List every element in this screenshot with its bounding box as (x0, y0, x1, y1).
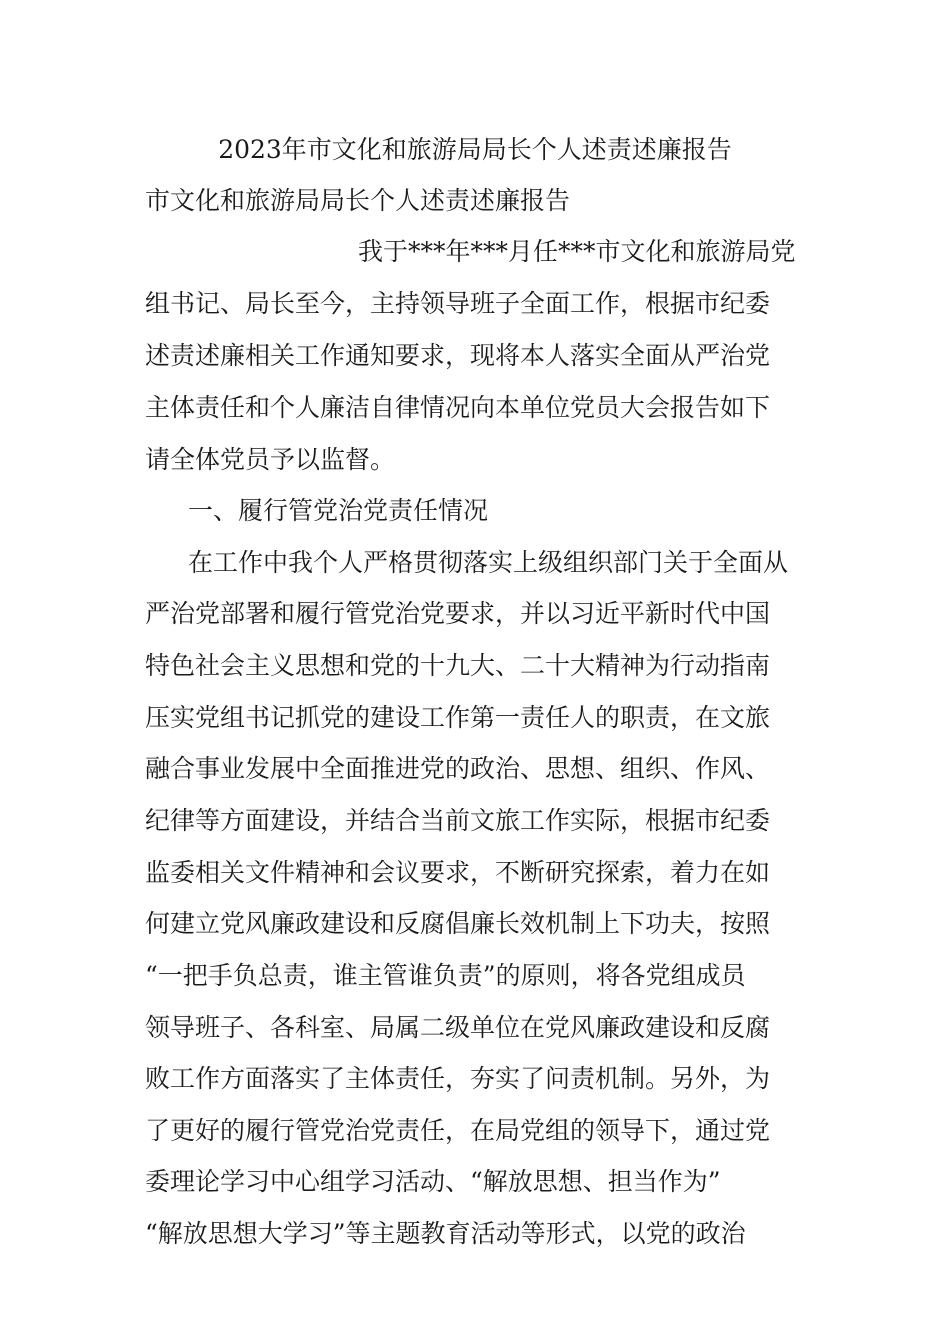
paragraph-line: 何建立党风廉政建设和反腐倡廉长效机制上下功夫，按照 (145, 909, 771, 938)
document-subtitle: 市文化和旅游局局长个人述责述廉报告 (145, 186, 571, 215)
paragraph-line: 主体责任和个人廉洁自律情况向本单位党员大会报告如下 (145, 393, 771, 422)
paragraph-line: 严治党部署和履行管党治党要求，并以习近平新时代中国 (145, 599, 771, 628)
paragraph-line: 述责述廉相关工作通知要求，现将本人落实全面从严治党 (145, 341, 771, 370)
paragraph-line: 纪律等方面建设，并结合当前文旅工作实际，根据市纪委 (145, 806, 771, 835)
document-title: 2023年市文化和旅游局局长个人述责述廉报告 (218, 135, 732, 164)
paragraph-line: 领导班子、各科室、局属二级单位在党风廉政建设和反腐 (145, 1013, 771, 1042)
paragraph-line: 压实党组书记抓党的建设工作第一责任人的职责，在文旅 (145, 703, 771, 732)
paragraph-line: 委理论学习中心组学习活动、“解放思想、担当作为” (145, 1167, 721, 1196)
paragraph-line: 了更好的履行管党治党责任，在局党组的领导下，通过党 (145, 1116, 771, 1145)
paragraph-line: “一把手负总责，谁主管谁负责”的原则，将各党组成员 (145, 961, 746, 990)
section-heading: 一、履行管党治党责任情况 (188, 496, 489, 525)
paragraph-line: 融合事业发展中全面推进党的政治、思想、组织、作风、 (145, 754, 771, 783)
paragraph-line: “解放思想大学习”等主题教育活动等形式，以党的政治 (145, 1219, 746, 1248)
paragraph-line: 监委相关文件精神和会议要求，不断研究探索，着力在如 (145, 858, 771, 887)
paragraph-line: 组书记、局长至今，主持领导班子全面工作，根据市纪委 (145, 289, 771, 318)
paragraph-line: 在工作中我个人严格贯彻落实上级组织部门关于全面从 (188, 548, 789, 577)
paragraph-line: 特色社会主义思想和党的十九大、二十大精神为行动指南 (145, 651, 771, 680)
paragraph-line: 败工作方面落实了主体责任，夯实了问责机制。另外，为 (145, 1064, 771, 1093)
paragraph-line: 我于***年***月任***市文化和旅游局党 (358, 237, 796, 266)
paragraph-line: 请全体党员予以监督。 (145, 445, 396, 474)
